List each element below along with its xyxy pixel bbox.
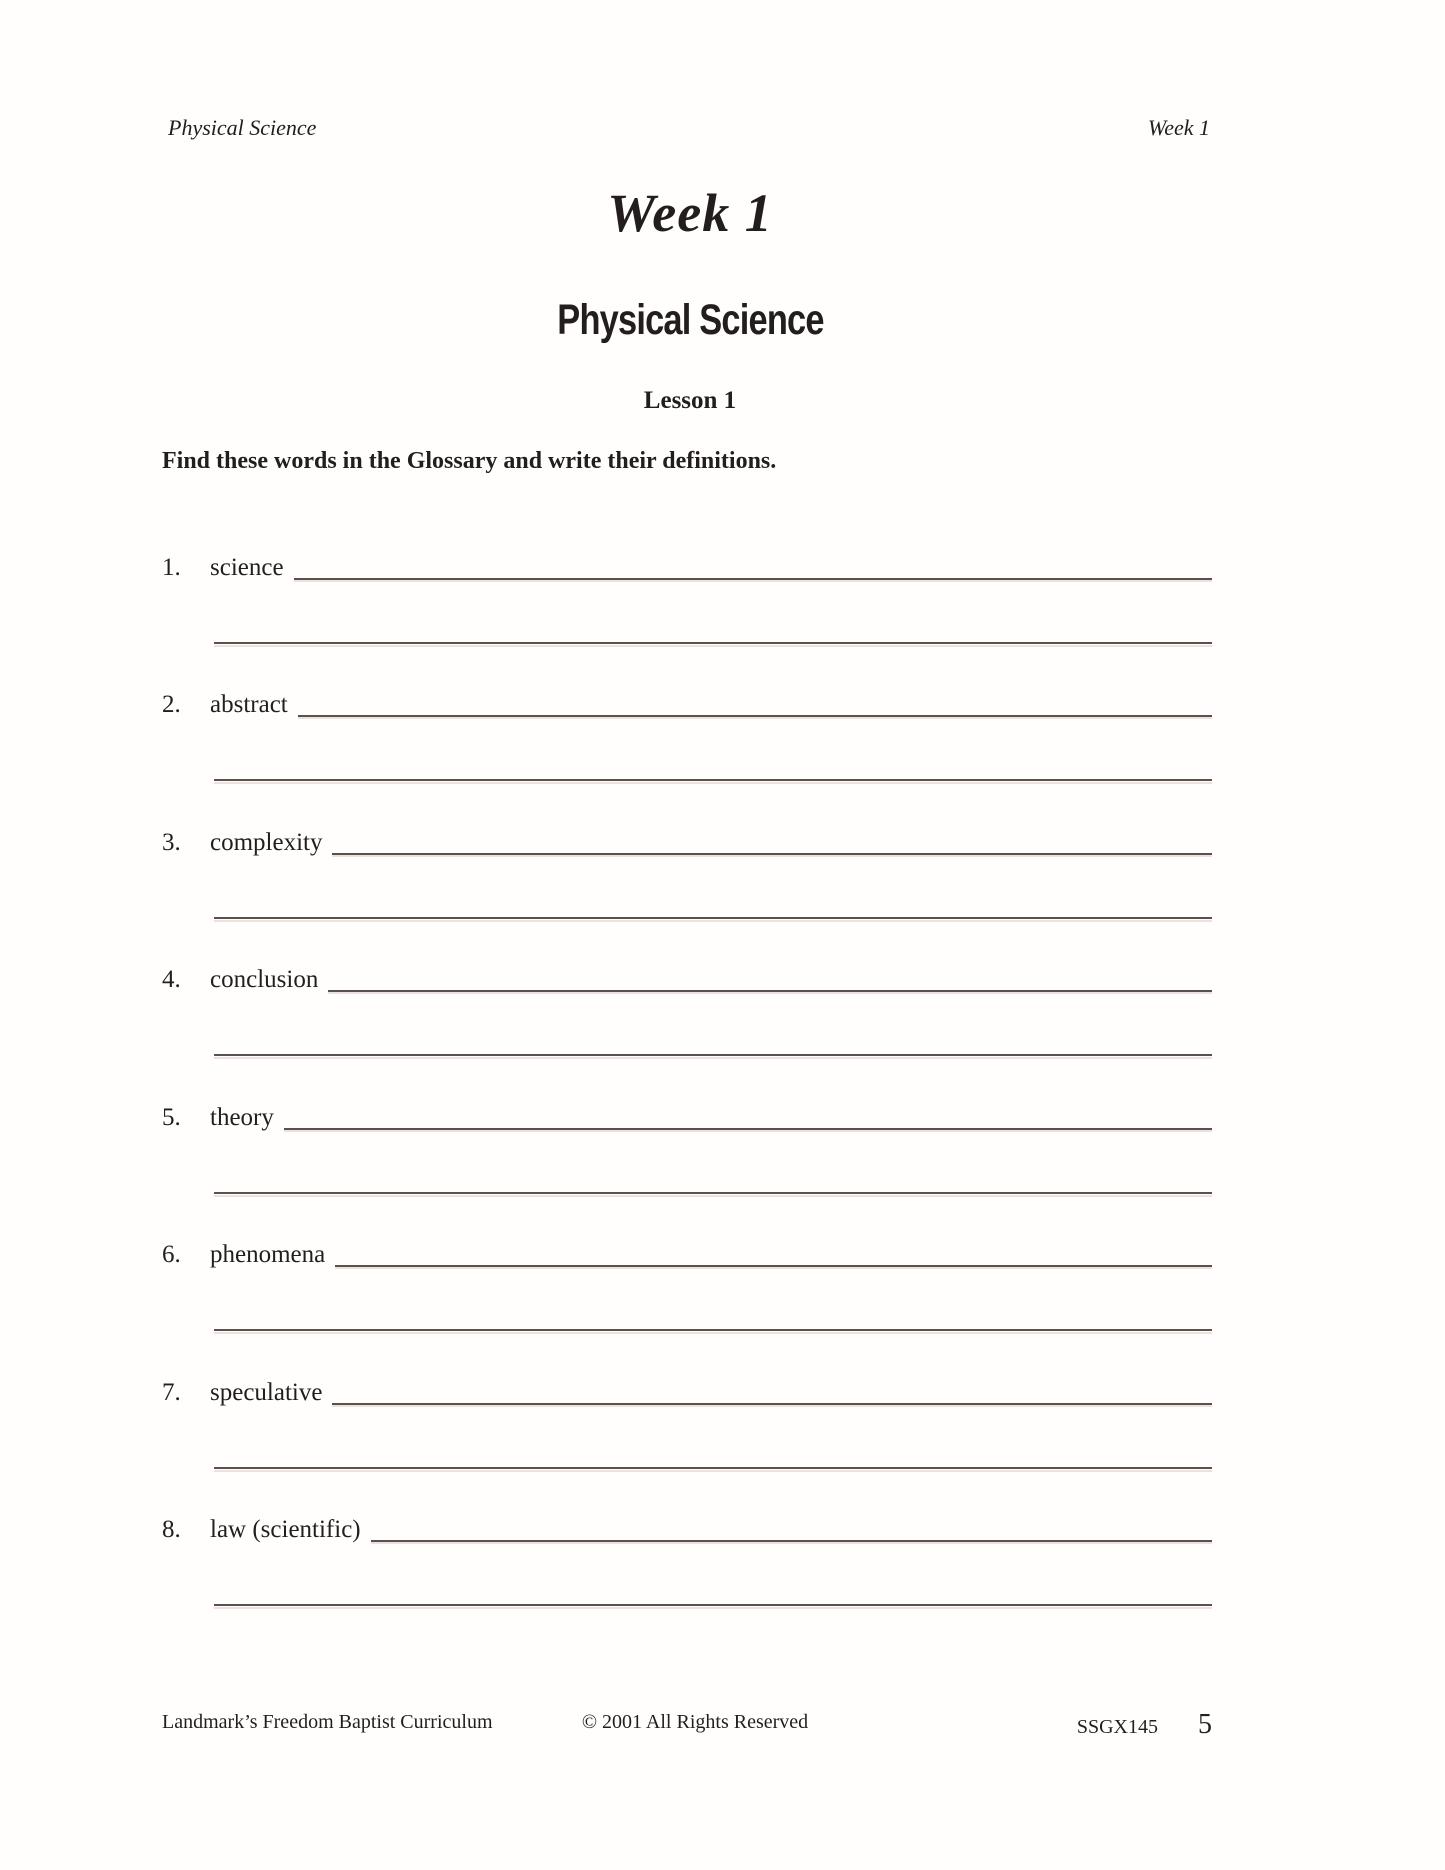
answer-line-1 bbox=[294, 578, 1212, 580]
footer-code: SSGX145 bbox=[1076, 1716, 1158, 1738]
answer-line-1 bbox=[298, 715, 1212, 717]
page-title: Week 1 bbox=[607, 183, 773, 243]
item-number: 4. bbox=[162, 966, 181, 993]
footer-right-group bbox=[1077, 1708, 1212, 1742]
item-number: 5. bbox=[162, 1104, 181, 1131]
answer-line-1 bbox=[335, 1265, 1212, 1267]
definition-item bbox=[162, 823, 1212, 919]
answer-line-2 bbox=[214, 1329, 1212, 1331]
definition-item bbox=[162, 1373, 1212, 1469]
item-word: science bbox=[210, 554, 284, 581]
item-word-row bbox=[162, 548, 1212, 580]
running-header-right: Week 1 bbox=[1147, 115, 1210, 140]
answer-line-1 bbox=[332, 1403, 1212, 1405]
answer-line-2 bbox=[214, 917, 1212, 919]
footer-page-number: 5 bbox=[1198, 1709, 1212, 1740]
item-word-row bbox=[162, 1510, 1212, 1542]
answer-line-1 bbox=[284, 1128, 1212, 1130]
answer-line-1 bbox=[328, 990, 1212, 992]
footer-copyright: © 2001 All Rights Reserved bbox=[581, 1711, 809, 1733]
item-word: abstract bbox=[210, 691, 288, 718]
item-number: 8. bbox=[162, 1516, 181, 1543]
page-subtitle: Physical Science bbox=[556, 296, 824, 344]
item-word-row bbox=[162, 1098, 1212, 1130]
definition-item bbox=[162, 548, 1212, 644]
answer-line-2 bbox=[214, 1467, 1212, 1469]
lesson-heading: Lesson 1 bbox=[643, 387, 737, 414]
answer-line-1 bbox=[371, 1540, 1212, 1542]
item-number: 2. bbox=[162, 691, 181, 718]
item-word-row bbox=[162, 960, 1212, 992]
answer-line-2 bbox=[214, 1054, 1212, 1056]
item-word: phenomena bbox=[210, 1241, 326, 1268]
item-word-row bbox=[162, 1235, 1212, 1267]
item-word-row bbox=[162, 1373, 1212, 1405]
running-header-left: Physical Science bbox=[168, 115, 317, 140]
definition-item bbox=[162, 1510, 1212, 1606]
item-word: complexity bbox=[210, 829, 323, 856]
footer-publisher: Landmark’s Freedom Baptist Curriculum bbox=[162, 1711, 493, 1733]
item-word: theory bbox=[210, 1104, 274, 1131]
item-number: 6. bbox=[162, 1241, 181, 1268]
definition-item bbox=[162, 1098, 1212, 1194]
instruction-text: Find these words in the Glossary and write their definitions. bbox=[162, 448, 777, 474]
item-number: 3. bbox=[162, 829, 181, 856]
running-header bbox=[168, 117, 1210, 139]
definition-item bbox=[162, 960, 1212, 1056]
definition-item bbox=[162, 1235, 1212, 1331]
answer-line-2 bbox=[214, 1604, 1212, 1606]
item-number: 1. bbox=[162, 554, 181, 581]
item-number: 7. bbox=[162, 1379, 181, 1406]
item-word-row bbox=[162, 823, 1212, 855]
answer-line-2 bbox=[214, 779, 1212, 781]
answer-line-2 bbox=[214, 642, 1212, 644]
item-word-row bbox=[162, 685, 1212, 717]
page-subtitle-wrap bbox=[0, 296, 1380, 344]
item-word: speculative bbox=[210, 1379, 323, 1406]
answer-line-1 bbox=[332, 853, 1212, 855]
item-word: law (scientific) bbox=[210, 1516, 361, 1543]
definition-item bbox=[162, 685, 1212, 781]
answer-line-2 bbox=[214, 1192, 1212, 1194]
item-word: conclusion bbox=[210, 966, 319, 993]
